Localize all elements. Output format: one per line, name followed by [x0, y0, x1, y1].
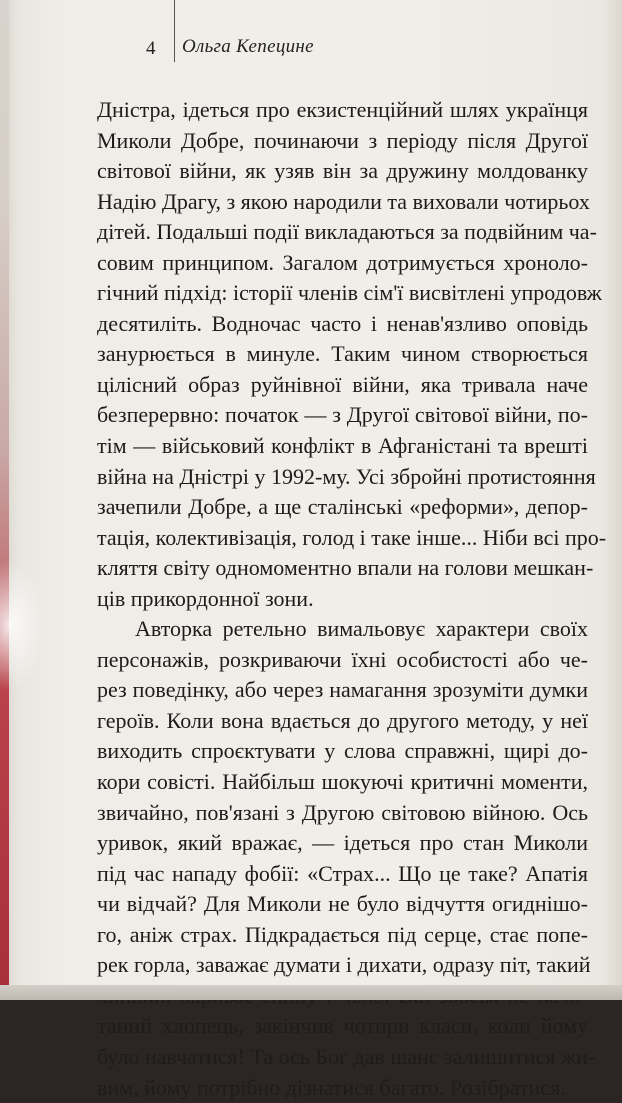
text-line: рез поведінку, або через намагання зрозуміти думки	[97, 675, 588, 706]
text-line: занурюється в минуле. Таким чином створюється	[97, 339, 588, 370]
text-line: зачепили Добре, а ще сталінські «реформи», депор-	[97, 492, 588, 523]
text-line: кляття світу одномоментно впали на голови мешкан-	[97, 553, 588, 584]
text-line: тація, колективізація, голод і таке інше... Ніби всі про-	[97, 523, 588, 554]
text-line: Надію Драгу, з якою народили та виховали чотирьох	[97, 187, 588, 218]
text-line: Авторка ретельно вимальовує характери своїх	[97, 614, 588, 645]
text-line: ців прикордонної зони.	[97, 584, 588, 615]
text-line: безперервно: початок — з Другої світової війни, по-	[97, 400, 588, 431]
header-rule	[174, 0, 175, 62]
text-line: десятиліть. Водночас часто і ненав'язливо оповідь	[97, 309, 588, 340]
text-line: героїв. Коли вона вдається до другого методу, у неї	[97, 706, 588, 737]
running-title: Ольга Кепецине	[182, 36, 314, 58]
text-line: Миколи Добре, починаючи з періоду після Другої	[97, 126, 588, 157]
text-line: кори совісті. Найбільш шокуючі критичні моменти,	[97, 767, 588, 798]
text-line: таний хлопець, закінчив чотири класи, коли йому	[97, 1011, 588, 1042]
text-line: вим, йому потрібно дізнатися багато. Розібратися.	[97, 1073, 588, 1103]
body-text	[97, 95, 588, 1103]
glare	[0, 560, 46, 690]
text-line: го, аніж страх. Підкрадається під серце, стає попе-	[97, 920, 588, 951]
text-line: тім — військовий конфлікт в Афганістані та врешті	[97, 431, 588, 462]
text-line: гічний підхід: історії членів сім'ї висвітлені упродовж	[97, 278, 588, 309]
text-line: уривок, який вражає, — ідеться про стан Миколи	[97, 828, 588, 859]
text-line: рек горла, заважає думати і дихати, одразу піт, такий	[97, 950, 588, 981]
page-bottom-edge	[0, 985, 622, 1000]
text-line: персонажів, розкриваючи їхні особистості або че-	[97, 645, 588, 676]
text-line: було навчатися! Та ось Бог дав шанс залишитися жи-	[97, 1042, 588, 1073]
text-line: війна на Дністрі у 1992-му. Усі збройні протистояння	[97, 462, 588, 493]
text-line: звичайно, пов'язані з Другою світовою війною. Ось	[97, 798, 588, 829]
text-line: світової війни, як узяв він за дружину молдованку	[97, 156, 588, 187]
binding-edge	[0, 0, 9, 1000]
paragraph	[97, 614, 588, 1103]
text-line: чи відчай? Для Миколи не було відчуття огиднішо-	[97, 889, 588, 920]
text-line: цілісний образ руйнівної війни, яка тривала наче	[97, 370, 588, 401]
page-number: 4	[146, 38, 156, 60]
text-line: Дністра, ідеться про екзистенційний шлях українця	[97, 95, 588, 126]
text-line: дітей. Подальші події викладаються за подвійним ча-	[97, 217, 588, 248]
text-line: совим принципом. Загалом дотримується хроноло-	[97, 248, 588, 279]
text-line: під час нападу фобії: «Страх... Що це таке? Апатія	[97, 859, 588, 890]
text-line: виходить спроєктувати у слова справжні, щирі до-	[97, 736, 588, 767]
paragraph	[97, 95, 588, 614]
